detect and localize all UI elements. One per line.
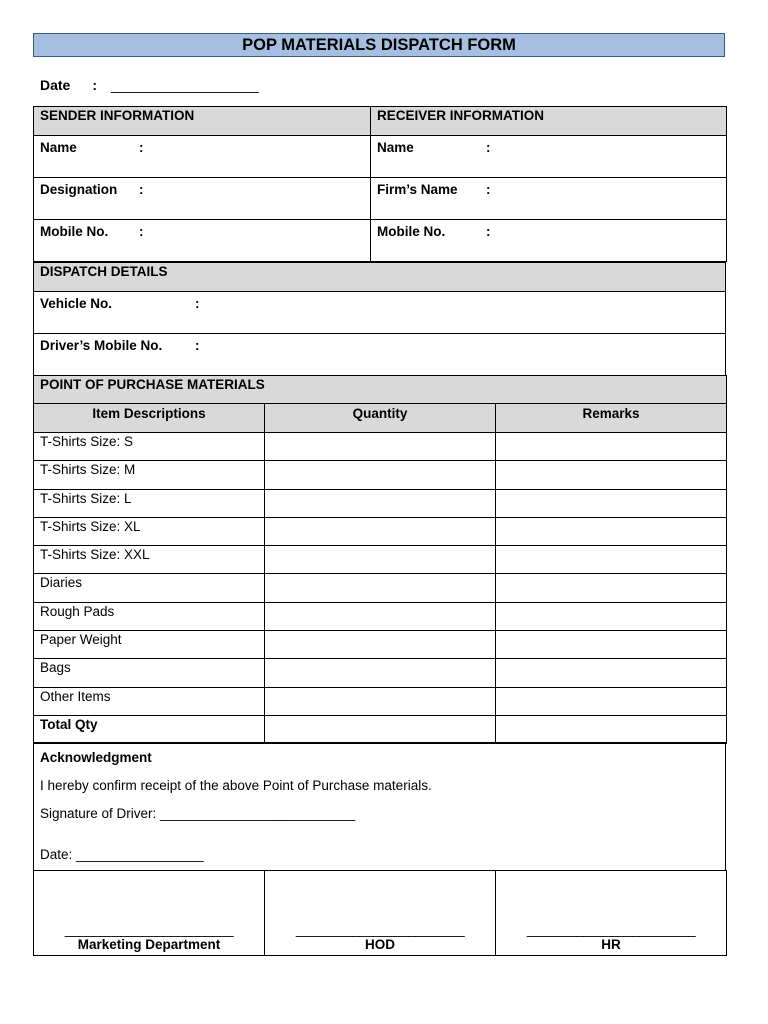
item-description: Other Items (34, 687, 265, 715)
sender-mobile-field[interactable]: Mobile No. : (34, 220, 371, 262)
table-row (34, 574, 727, 602)
vehicle-no-field[interactable]: Vehicle No. : (34, 292, 726, 334)
date-blank[interactable]: ___________________ (111, 77, 259, 93)
item-description: T-Shirts Size: M (34, 461, 265, 489)
table-row (34, 517, 727, 545)
signature-line: ________________________ (64, 922, 234, 937)
total-remarks-cell[interactable] (496, 715, 727, 743)
remarks-cell[interactable] (496, 461, 727, 489)
acknowledgment-title: Acknowledgment (40, 750, 152, 765)
signature-line: ________________________ (295, 922, 465, 937)
receiver-mobile-field[interactable]: Mobile No. : (371, 220, 727, 262)
date-colon: : (92, 77, 98, 93)
table-row (34, 631, 727, 659)
remarks-cell[interactable] (496, 574, 727, 602)
item-description: Rough Pads (34, 602, 265, 630)
total-qty-label: Total Qty (34, 715, 265, 743)
item-description: T-Shirts Size: XL (34, 517, 265, 545)
sender-header: SENDER INFORMATION (34, 107, 371, 136)
hod-signature-box[interactable] (265, 871, 496, 956)
item-description: T-Shirts Size: L (34, 489, 265, 517)
table-row (34, 687, 727, 715)
item-description: Paper Weight (34, 631, 265, 659)
marketing-department-label: Marketing Department (77, 937, 221, 952)
remarks-cell[interactable] (496, 602, 727, 630)
hr-label: HR (601, 937, 621, 952)
dispatch-header: DISPATCH DETAILS (34, 263, 726, 292)
total-row (34, 715, 727, 743)
sender-designation-field[interactable]: Designation : (34, 178, 371, 220)
column-header-remarks: Remarks (496, 404, 727, 433)
acknowledgment-date-line[interactable]: Date: _________________ (40, 847, 204, 862)
hr-signature-box[interactable] (496, 871, 727, 956)
sender-receiver-table (33, 106, 727, 262)
quantity-cell[interactable] (265, 517, 496, 545)
item-description: Diaries (34, 574, 265, 602)
pop-header: POINT OF PURCHASE MATERIALS (34, 376, 727, 404)
remarks-cell[interactable] (496, 631, 727, 659)
table-row (34, 433, 727, 461)
sender-name-field[interactable]: Name : (34, 136, 371, 178)
quantity-cell[interactable] (265, 631, 496, 659)
page-title: POP MATERIALS DISPATCH FORM (33, 33, 725, 57)
driver-mobile-field[interactable]: Driver’s Mobile No. : (34, 334, 726, 376)
column-header-quantity: Quantity (265, 404, 496, 433)
date-line (40, 77, 259, 93)
remarks-cell[interactable] (496, 687, 727, 715)
signature-line: ________________________ (526, 922, 696, 937)
item-description: Bags (34, 659, 265, 687)
acknowledgment-statement: I hereby confirm receipt of the above Point of Purchase materials. (40, 778, 432, 793)
quantity-cell[interactable] (265, 687, 496, 715)
quantity-cell[interactable] (265, 433, 496, 461)
receiver-name-field[interactable]: Name : (371, 136, 727, 178)
quantity-cell[interactable] (265, 489, 496, 517)
remarks-cell[interactable] (496, 659, 727, 687)
item-description: T-Shirts Size: XXL (34, 546, 265, 574)
remarks-cell[interactable] (496, 517, 727, 545)
driver-signature-line[interactable]: Signature of Driver: __________________________ (40, 806, 356, 821)
quantity-cell[interactable] (265, 659, 496, 687)
signatures-table (33, 870, 727, 956)
item-description: T-Shirts Size: S (34, 433, 265, 461)
receiver-firm-name-field[interactable]: Firm’s Name : (371, 178, 727, 220)
quantity-cell[interactable] (265, 574, 496, 602)
table-row (34, 489, 727, 517)
table-row (34, 461, 727, 489)
table-row (34, 546, 727, 574)
column-header-item: Item Descriptions (34, 404, 265, 433)
quantity-cell[interactable] (265, 546, 496, 574)
pop-materials-table (33, 375, 727, 744)
quantity-cell[interactable] (265, 461, 496, 489)
hod-label: HOD (365, 937, 395, 952)
table-row (34, 602, 727, 630)
remarks-cell[interactable] (496, 546, 727, 574)
table-row (34, 659, 727, 687)
total-quantity-cell[interactable] (265, 715, 496, 743)
marketing-signature-box[interactable] (34, 871, 265, 956)
remarks-cell[interactable] (496, 489, 727, 517)
acknowledgment-section (33, 742, 726, 871)
date-label: Date (40, 77, 71, 93)
dispatch-details-table (33, 262, 726, 376)
receiver-header: RECEIVER INFORMATION (371, 107, 727, 136)
quantity-cell[interactable] (265, 602, 496, 630)
remarks-cell[interactable] (496, 433, 727, 461)
